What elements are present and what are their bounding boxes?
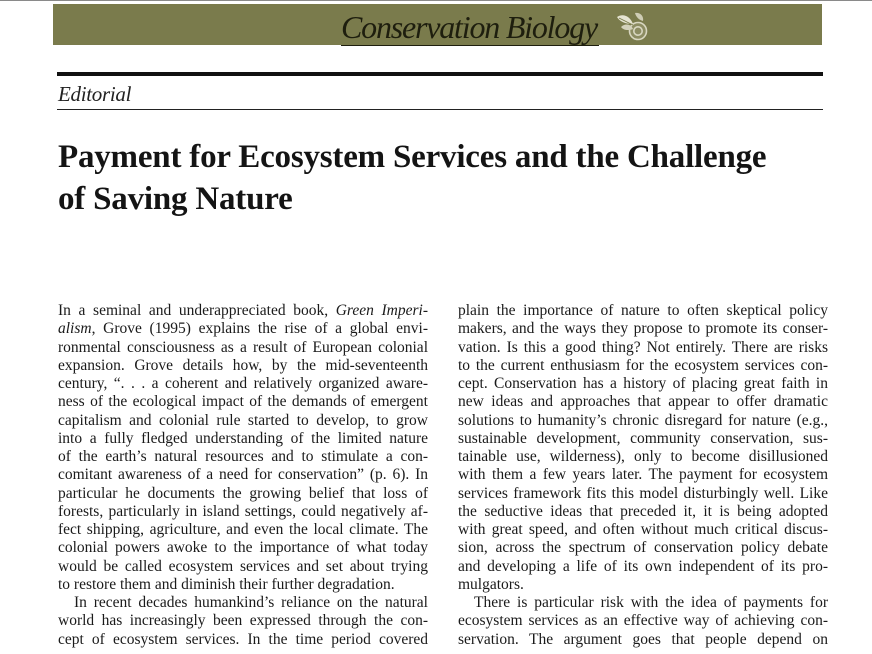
text-line: with great speed, and often without much critical discus- — [458, 521, 828, 538]
text-line: colonial powers awoke to the importance of what today — [58, 539, 428, 557]
text-line: cept. Conservation has a history of placing great faith in — [458, 375, 828, 392]
text-line: cept of ecosystem services. In the time period covered — [58, 630, 428, 648]
header-rule — [57, 72, 823, 76]
article-title-line: Payment for Ecosystem Services and the Challenge — [58, 139, 767, 175]
text-line: In a seminal and underappreciated book, Green Imperi- — [58, 302, 428, 319]
text-line: mulgators. — [458, 575, 524, 593]
article-title-line: of Saving Nature — [58, 181, 293, 217]
top-border-line — [0, 0, 872, 1]
text-line: ecosystem services as an effective way of achieving con- — [458, 612, 828, 630]
text-line: to restore them and diminish their further degradation. — [58, 575, 395, 593]
text-line: alism, Grove (1995) explains the rise of a global envi- — [58, 320, 428, 338]
body-column-left — [58, 302, 428, 649]
section-label: Editorial — [58, 82, 132, 106]
text-line: world has increasingly been expressed through the con- — [58, 612, 428, 630]
text-line: fect shipping, agriculture, and even the local climate. The — [58, 521, 428, 538]
text-line: ness of the ecological impact of the demands of emergent — [58, 393, 428, 411]
body-column-right — [458, 302, 828, 649]
article-title — [58, 136, 818, 220]
text-line: makers, and the ways they propose to promote its conser- — [458, 320, 828, 338]
text-line: servation. The argument goes that people depend on — [458, 630, 828, 648]
text-line: sion, across the spectrum of conservation policy debate — [458, 539, 828, 557]
text-line: the seductive ideas that preceded it, it is being adopted — [458, 502, 828, 520]
leaf-emblem-icon — [611, 10, 655, 44]
text-line: and developing a life of its own independent of its pro- — [458, 557, 828, 575]
journal-banner — [53, 4, 822, 45]
text-line: century, “. . . a coherent and relatively organized aware- — [58, 375, 428, 392]
text-line: services framework fits this model disturbingly well. Like — [458, 484, 828, 502]
text-line: ronmental consciousness as a result of European colonial — [58, 338, 428, 356]
section-divider — [57, 109, 823, 110]
text-line: with them a few years later. The payment for ecosystem — [458, 466, 828, 484]
text-line: sustainable development, community conservation, sus- — [458, 429, 828, 447]
text-line: would be called ecosystem services and set about trying — [58, 557, 428, 575]
text-line: capitalism and colonial rule started to develop, to grow — [58, 411, 428, 429]
text-line: solutions to humanity’s chronic disregard for nature (e.g., — [458, 411, 828, 429]
text-line: comitant awareness of a need for conservation” (p. 6). In — [58, 466, 428, 484]
text-line: forests, particularly in island settings, could negatively af- — [58, 502, 428, 520]
text-line: There is particular risk with the idea of payments for — [474, 594, 828, 611]
text-line: expansion. Grove details how, by the mid-seventeenth — [58, 356, 428, 374]
text-line: tainable use, wilderness), only to become disillusioned — [458, 448, 828, 465]
text-line: of the earth’s natural resources and to stimulate a con- — [58, 448, 428, 465]
text-line: to the current enthusiasm for the ecosystem services con- — [458, 356, 828, 374]
text-line: vation. Is this a good thing? Not entirely. There are risks — [458, 338, 828, 356]
text-line: new ideas and approaches that appear to offer dramatic — [458, 393, 828, 411]
text-line: In recent decades humankind’s reliance on the natural — [74, 594, 428, 611]
text-line: into a fully fledged understanding of the limited nature — [58, 429, 428, 447]
journal-title[interactable]: Conservation Biology — [341, 9, 597, 45]
text-line: particular he documents the growing belief that loss of — [58, 484, 428, 502]
text-line: plain the importance of nature to often skeptical policy — [458, 302, 828, 319]
